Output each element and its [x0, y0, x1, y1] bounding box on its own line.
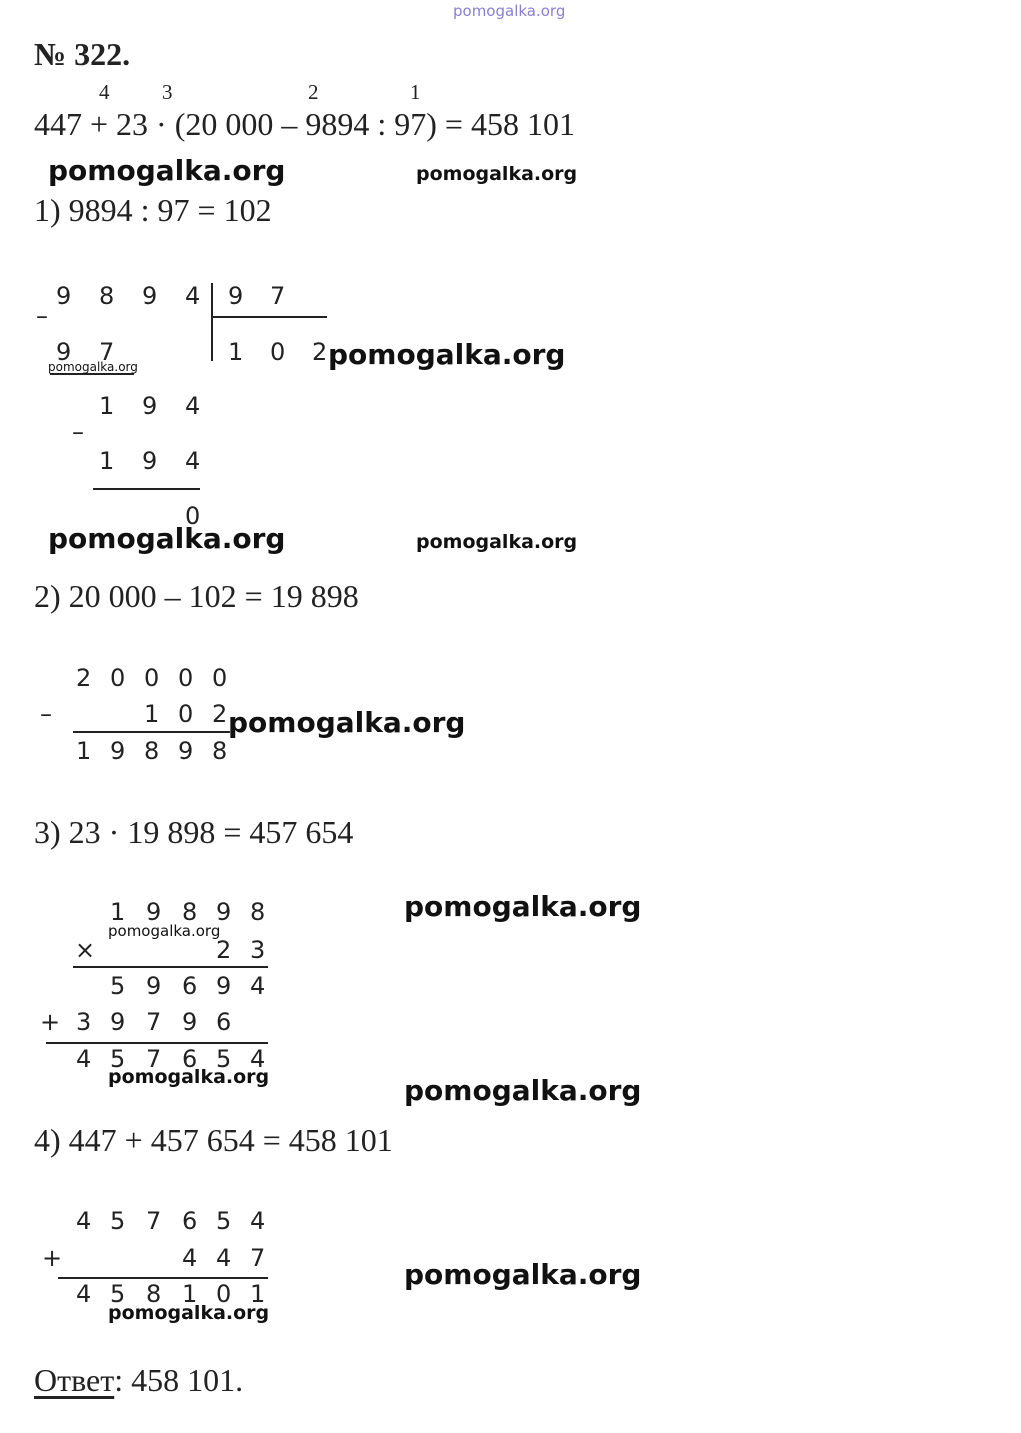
digit: 0	[216, 1280, 232, 1308]
digit: 7	[270, 282, 286, 310]
order-mark-2: 2	[308, 80, 319, 104]
digit: 1	[250, 1280, 266, 1308]
digit: 9	[56, 282, 72, 310]
digit: 5	[216, 1045, 232, 1073]
digit: 8	[99, 282, 115, 310]
addition-underline	[58, 1277, 268, 1279]
watermark: pomogalka.org	[416, 531, 578, 553]
minus-sign: –	[40, 700, 52, 728]
digit: 4	[250, 972, 266, 1000]
division-vertical-line	[211, 283, 213, 361]
digit: 0	[212, 664, 228, 692]
digit: 8	[144, 737, 160, 765]
digit: 9	[216, 898, 232, 926]
digit: 0	[178, 700, 194, 728]
digit: 5	[110, 1207, 126, 1235]
watermark: pomogalka.org	[404, 890, 642, 923]
main-expression: 447 + 23 · (20 000 – 9894 : 97) = 458 101	[34, 106, 575, 142]
digit: 7	[146, 1207, 162, 1235]
watermark: pomogalka.org	[404, 1074, 642, 1107]
subtraction-underline	[73, 731, 230, 733]
step-3-label: 3) 23 · 19 898 = 457 654	[34, 814, 354, 850]
digit: 6	[216, 1008, 232, 1036]
watermark: pomogalka.org	[228, 706, 466, 739]
digit: 1	[76, 737, 92, 765]
digit: 2	[216, 936, 232, 964]
digit: 5	[110, 1280, 126, 1308]
digit: 9	[142, 392, 158, 420]
answer-value: : 458 101.	[114, 1362, 244, 1398]
digit: 6	[182, 1045, 198, 1073]
multiplication-underline	[46, 1042, 268, 1044]
digit: 2	[312, 338, 328, 366]
watermark: pomogalka.org	[108, 1302, 270, 1324]
digit: 9	[228, 282, 244, 310]
digit: 9	[110, 1008, 126, 1036]
digit: 4	[76, 1045, 92, 1073]
watermark: pomogalka.org	[416, 163, 578, 185]
watermark: pomogalka.org	[48, 522, 286, 555]
digit: 0	[144, 664, 160, 692]
order-mark-4: 4	[99, 80, 110, 104]
step-1-label: 1) 9894 : 97 = 102	[34, 192, 272, 228]
digit: 9	[216, 972, 232, 1000]
digit: 7	[250, 1244, 266, 1272]
order-mark-3: 3	[162, 80, 173, 104]
digit: 5	[110, 1045, 126, 1073]
digit: 4	[76, 1207, 92, 1235]
digit: 4	[76, 1280, 92, 1308]
digit: 3	[250, 936, 266, 964]
watermark: pomogalka.org	[48, 154, 286, 187]
answer-label: Ответ	[34, 1362, 115, 1398]
order-mark-1: 1	[410, 80, 421, 104]
digit: 9	[146, 898, 162, 926]
digit: 8	[182, 898, 198, 926]
digit: 5	[216, 1207, 232, 1235]
digit: 1	[228, 338, 244, 366]
digit: 9	[178, 737, 194, 765]
digit: 4	[185, 392, 201, 420]
digit: 7	[146, 1045, 162, 1073]
digit: 8	[212, 737, 228, 765]
digit: 7	[146, 1008, 162, 1036]
division-underline	[93, 488, 200, 490]
watermark: pomogalka.org	[108, 922, 221, 940]
digit: 4	[216, 1244, 232, 1272]
step-4-label: 4) 447 + 457 654 = 458 101	[34, 1122, 393, 1158]
digit: 2	[212, 700, 228, 728]
digit: 4	[185, 447, 201, 475]
plus-sign: +	[40, 1008, 61, 1036]
answer	[34, 1362, 243, 1399]
digit: 9	[146, 972, 162, 1000]
multiplication-underline	[73, 966, 268, 968]
watermark: pomogalka.org	[328, 338, 566, 371]
division-horizontal-line	[211, 316, 327, 318]
digit: 9	[110, 737, 126, 765]
digit: 4	[250, 1045, 266, 1073]
digit: 9	[142, 447, 158, 475]
digit: 1	[182, 1280, 198, 1308]
digit: 0	[185, 502, 201, 530]
digit: 4	[250, 1207, 266, 1235]
step-2-label: 2) 20 000 – 102 = 19 898	[34, 578, 359, 614]
digit: 6	[182, 972, 198, 1000]
digit: 8	[146, 1280, 162, 1308]
digit: 9	[142, 282, 158, 310]
digit: 1	[110, 898, 126, 926]
digit: 4	[182, 1244, 198, 1272]
problem-number: № 322.	[34, 36, 131, 72]
digit: 0	[178, 664, 194, 692]
digit: 5	[110, 972, 126, 1000]
digit: 0	[110, 664, 126, 692]
digit: 9	[182, 1008, 198, 1036]
minus-sign: –	[72, 418, 84, 446]
minus-sign: –	[36, 302, 48, 330]
top-watermark: pomogalka.org	[453, 2, 566, 20]
digit: 6	[182, 1207, 198, 1235]
digit: 2	[76, 664, 92, 692]
digit: 9	[56, 338, 72, 366]
digit: 7	[99, 338, 115, 366]
digit: 8	[250, 898, 266, 926]
digit: 1	[144, 700, 160, 728]
digit: 1	[99, 392, 115, 420]
digit: 1	[99, 447, 115, 475]
digit: 0	[270, 338, 286, 366]
digit: 3	[76, 1008, 92, 1036]
watermark: pomogalka.org	[108, 1066, 270, 1088]
watermark: pomogalka.org	[404, 1258, 642, 1291]
plus-sign: +	[42, 1244, 63, 1272]
digit: 4	[185, 282, 201, 310]
times-sign: ×	[75, 936, 96, 964]
watermark: pomogalka.org	[48, 360, 138, 374]
